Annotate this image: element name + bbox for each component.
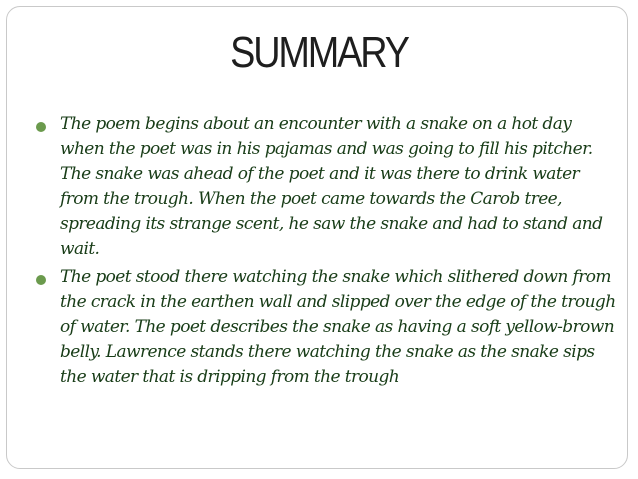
list-item bbox=[30, 112, 620, 262]
bullet-text: The poem begins about an encounter with a snake on a hot day when the poet was in his pajamas and was going to fill his pitcher. The snake was ahead of the poet and it was there to drink water from the trough. When the poet came towards the Carob tree, spreading its strange scent, he saw the snake and had to stand and wait. bbox=[60, 114, 603, 259]
bullet-dot-icon bbox=[36, 275, 46, 285]
list-item bbox=[30, 265, 620, 390]
slide-title: SUMMARY bbox=[230, 28, 408, 77]
bullet-list bbox=[30, 112, 620, 393]
bullet-text: The poet stood there watching the snake which slithered down from the crack in the earthen wall and slipped over the edge of the trough of water. The poet describes the snake as having a soft yellow-brown belly. Lawrence stands there watching the snake as the snake sips the water that is dripping from the trough bbox=[60, 267, 616, 387]
bullet-dot-icon bbox=[36, 122, 46, 132]
